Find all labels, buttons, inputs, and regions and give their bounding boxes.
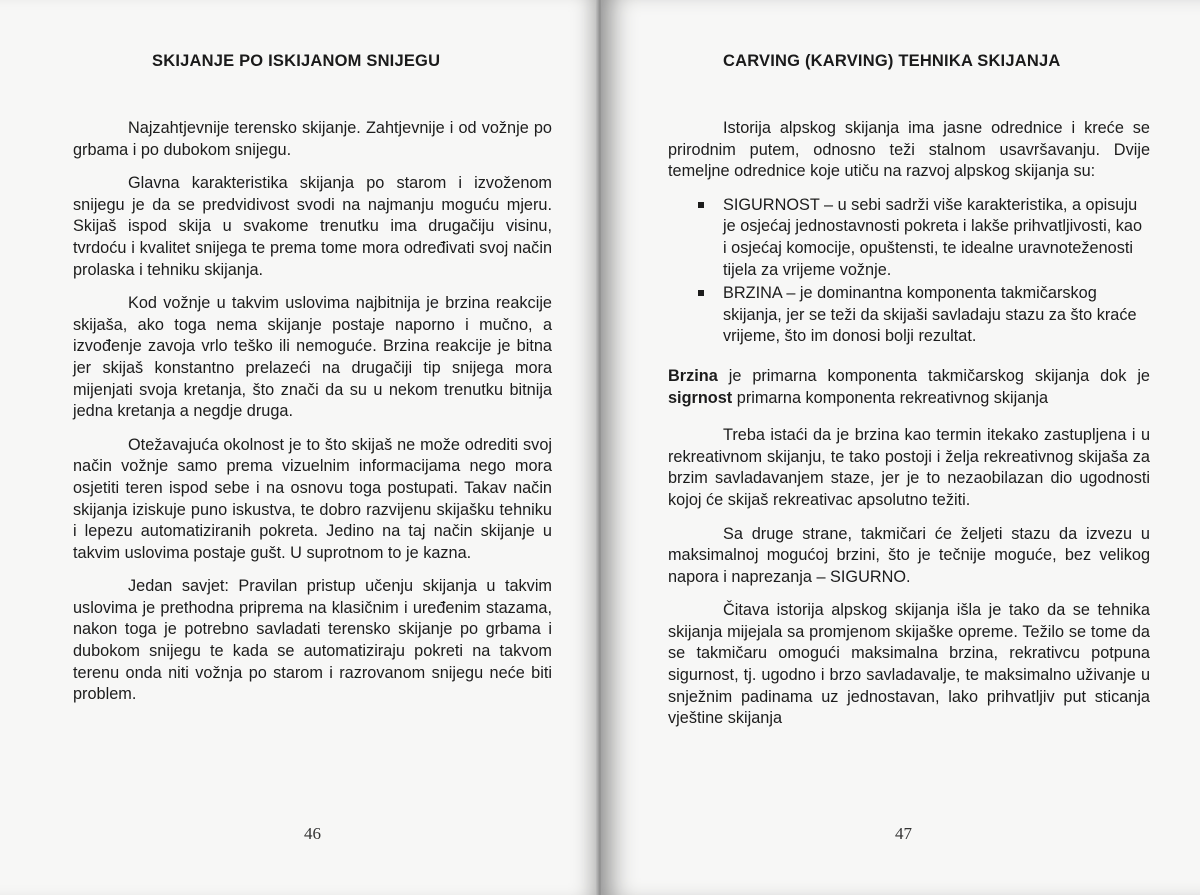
page-number: 46 bbox=[304, 824, 321, 843]
paragraph: Treba istaći da je brzina kao termin itekako zastupljena i u rekreativnom skijanju, te tako postoji i želja rekreativnog skijaša za brzim savladavanjem staze, jer je to nezaobilazan dio ugodnosti kojoj će skijaš rekreativac apsolutno težiti. bbox=[668, 426, 1150, 509]
right-page-title: CARVING (KARVING) TEHNIKA SKIJANJA bbox=[723, 52, 1061, 70]
bold-term: sigrnost bbox=[668, 388, 733, 407]
list-item bbox=[668, 283, 1150, 348]
paragraph: Istorija alpskog skijanja ima jasne odrednice i kreće se prirodnim putem, odnosno teži stalnom usavršavanju. Dvije temeljne odrednice koje utiču na razvoj alpskog skijanja su: bbox=[668, 119, 1150, 181]
bullet-icon bbox=[698, 290, 704, 296]
paragraph: Otežavajuća okolnost je to što skijaš ne može odrediti svoj način vožnje samo prema vizuelnim informacijama nego mora osjetiti teren ispod sebe i na osnovu toga postupati. Takav način skijanja iziskuje puno iskustva, te dobro razvijenu skijašku tehniku i lepezu automatiziranih pokreta. Jedino na taj način skijanje u takvim uslovima postaje gušt. U suprotnom to je kazna. bbox=[73, 435, 552, 562]
bullet-list bbox=[668, 195, 1150, 348]
paragraph: Glavna karakteristika skijanja po starom i izvoženom snijegu je da se predvidivost svodi na najmanju moguću mjeru. Skijaš ispod skija u svakome trenutku ima drugačiju visinu, tvrdoću i kvalitet snijega te prema tome mora određivati svoj način prolaska i tehniku skijanja. bbox=[73, 174, 552, 279]
bullet-icon bbox=[698, 202, 704, 208]
paragraph: Kod vožnje u takvim uslovima najbitnija je brzina reakcije skijaša, ako toga nema skijanje postaje naporno i mučno, a izvođenje zavoja vrlo teško ili nemoguće. Brzina reakcije je bitna jer skijaš konstantno prelazeći na drugačiji tip snijega mora mijenjati svoja kretanja, što znači da su u nekom trenutku bitnija jedna kretanja a negdje druga. bbox=[73, 294, 552, 421]
paragraph: Jedan savjet: Pravilan pristup učenju skijanja u takvim uslovima je prethodna priprema na klasičnim i uređenim stazama, nakon toga je potrebno savladati terensko skijanje po grbama i dubokom snijegu te kada se automatiziraju pokreti na takvom terenu onda niti vožnja po starom i razrovanom snijegu neće biti problem. bbox=[73, 577, 552, 704]
bold-term: Brzina bbox=[668, 366, 718, 385]
list-item-text: SIGURNOST – u sebi sadrži više karakteristika, a opisuju je osjećaj jednostavnosti pokreta i lakše prihvatljivosti, kao i osjećaj komocije, opuštensti, te idealne uravnoteženosti tijela za vrijeme vožnje. bbox=[723, 195, 1143, 279]
paragraph: Najzahtjevnije terensko skijanje. Zahtjevnije i od vožnje po grbama i po dubokom snijegu. bbox=[73, 119, 552, 159]
right-page-body bbox=[668, 118, 1150, 742]
left-page bbox=[0, 0, 598, 895]
key-statement: Brzina je primarna komponenta takmičarskog skijanja dok je sigrnost primarna komponenta rekreativnog skijanja bbox=[668, 366, 1150, 407]
paragraph: Čitava istorija alpskog skijanja išla je tako da se tehnika skijanja mijejala sa promjenom skijaške opreme. Težilo se tome da se takmičaru omogući maksimalna brzina, rekrativcu potpuna sigurnost, tj. ugodno i brzo savladavalje, te maksimalno uživanje u snježnim padinama uz jednostavan, lako prihvatljiv put sticanja vještine skijanja bbox=[668, 601, 1150, 728]
right-page bbox=[602, 0, 1200, 895]
page-number: 47 bbox=[895, 824, 912, 843]
left-page-body bbox=[73, 118, 552, 718]
left-page-title: SKIJANJE PO ISKIJANOM SNIJEGU bbox=[152, 52, 441, 70]
paragraph: Sa druge strane, takmičari će željeti stazu da izvezu u maksimalnoj mogućoj brzini, što je tečnije moguće, bez velikog napora i naprezanja – SIGURNO. bbox=[668, 524, 1150, 586]
list-item bbox=[668, 195, 1150, 281]
list-item-text: BRZINA – je dominantna komponenta takmičarskog skijanja, jer se teži da skijaši savladaju stazu za što kraće vrijeme, što im donosi bolji rezultat. bbox=[723, 284, 1137, 346]
